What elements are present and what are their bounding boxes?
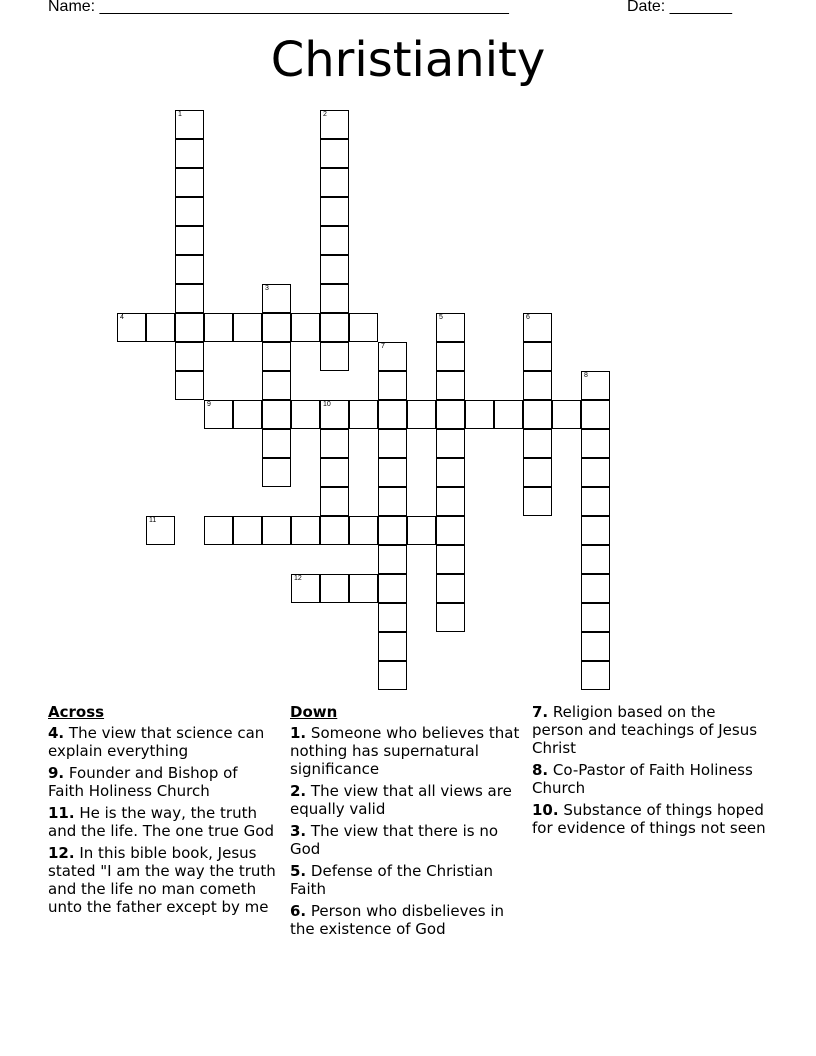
- clue-number: 9: [207, 401, 211, 408]
- grid-cell[interactable]: [204, 313, 233, 342]
- clue-number: 6: [526, 314, 530, 321]
- grid-cell[interactable]: [175, 139, 204, 168]
- clue-number: 7: [381, 343, 385, 350]
- across-clues: [48, 703, 276, 920]
- grid-cell[interactable]: [175, 168, 204, 197]
- clue-number: 8: [584, 372, 588, 379]
- grid-cell[interactable]: [320, 487, 349, 516]
- grid-cell[interactable]: [320, 458, 349, 487]
- down-heading: Down: [290, 703, 338, 721]
- clue-number: 10: [323, 401, 331, 408]
- grid-cell[interactable]: [523, 371, 552, 400]
- grid-cell[interactable]: [436, 545, 465, 574]
- clue-number: 2: [323, 111, 327, 118]
- grid-cell[interactable]: [175, 284, 204, 313]
- grid-cell[interactable]: [436, 400, 465, 429]
- grid-cell[interactable]: [233, 313, 262, 342]
- clue-number: 5: [439, 314, 443, 321]
- grid-cell[interactable]: [320, 342, 349, 371]
- grid-cell[interactable]: [436, 429, 465, 458]
- grid-cell[interactable]: [320, 226, 349, 255]
- grid-cell[interactable]: [378, 400, 407, 429]
- grid-cell[interactable]: [262, 371, 291, 400]
- grid-cell[interactable]: [262, 429, 291, 458]
- grid-cell[interactable]: [378, 487, 407, 516]
- grid-cell[interactable]: [320, 516, 349, 545]
- clue-across-12: 12. In this bible book, Jesus stated "I am the way the truth and the life no man cometh unto the father except by me: [48, 844, 276, 916]
- grid-cell[interactable]: [378, 458, 407, 487]
- grid-cell[interactable]: [436, 487, 465, 516]
- grid-cell[interactable]: [175, 110, 204, 139]
- grid-cell[interactable]: [494, 400, 523, 429]
- grid-cell[interactable]: [117, 313, 146, 342]
- clue-down-3: 3. The view that there is no God: [290, 822, 499, 858]
- grid-cell[interactable]: [581, 458, 610, 487]
- grid-cell[interactable]: [175, 342, 204, 371]
- grid-cell[interactable]: [233, 516, 262, 545]
- grid-cell[interactable]: [378, 429, 407, 458]
- grid-cell[interactable]: [581, 632, 610, 661]
- grid-cell[interactable]: [320, 197, 349, 226]
- grid-cell[interactable]: [204, 400, 233, 429]
- grid-cell[interactable]: [436, 516, 465, 545]
- grid-cell[interactable]: [291, 574, 320, 603]
- clue-number: 11: [149, 517, 157, 524]
- clue-number: 12: [294, 575, 302, 582]
- grid-cell[interactable]: [146, 516, 175, 545]
- grid-cell[interactable]: [523, 342, 552, 371]
- down-clues-continued: [532, 703, 768, 841]
- grid-cell[interactable]: [378, 574, 407, 603]
- grid-cell[interactable]: [436, 313, 465, 342]
- grid-cell[interactable]: [320, 168, 349, 197]
- grid-cell[interactable]: [378, 632, 407, 661]
- clue-number: 4: [120, 314, 124, 321]
- grid-cell[interactable]: [320, 284, 349, 313]
- clue-number: 1: [178, 111, 182, 118]
- grid-cell[interactable]: [320, 139, 349, 168]
- grid-cell[interactable]: [378, 603, 407, 632]
- grid-cell[interactable]: [436, 371, 465, 400]
- grid-cell[interactable]: [523, 313, 552, 342]
- grid-cell[interactable]: [175, 226, 204, 255]
- grid-cell[interactable]: [349, 313, 378, 342]
- grid-cell[interactable]: [407, 516, 436, 545]
- grid-cell[interactable]: [436, 458, 465, 487]
- clue-down-10: 10. Substance of things hoped for evidence of things not seen: [532, 801, 766, 837]
- name-field: Name: ______________________________________________: [48, 0, 509, 15]
- grid-cell[interactable]: [349, 574, 378, 603]
- clue-number: 3: [265, 285, 269, 292]
- grid-cell[interactable]: [320, 400, 349, 429]
- grid-cell[interactable]: [320, 255, 349, 284]
- grid-cell[interactable]: [175, 255, 204, 284]
- grid-cell[interactable]: [175, 197, 204, 226]
- clue-across-9: 9. Founder and Bishop of Faith Holiness Church: [48, 764, 238, 800]
- across-heading: Across: [48, 703, 105, 721]
- down-clues: [290, 703, 526, 942]
- grid-cell[interactable]: [378, 516, 407, 545]
- clue-down-5: 5. Defense of the Christian Faith: [290, 862, 494, 898]
- grid-cell[interactable]: [581, 400, 610, 429]
- grid-cell[interactable]: [175, 371, 204, 400]
- page-title: Christianity: [270, 32, 546, 88]
- grid-cell[interactable]: [523, 400, 552, 429]
- grid-cell[interactable]: [320, 110, 349, 139]
- grid-cell[interactable]: [291, 400, 320, 429]
- grid-cell[interactable]: [581, 429, 610, 458]
- grid-cell[interactable]: [523, 458, 552, 487]
- grid-cell[interactable]: [552, 400, 581, 429]
- grid-cell[interactable]: [233, 400, 262, 429]
- grid-cell[interactable]: [262, 516, 291, 545]
- grid-cell[interactable]: [291, 313, 320, 342]
- grid-cell[interactable]: [465, 400, 494, 429]
- date-field: Date: _______: [627, 0, 732, 15]
- grid-cell[interactable]: [378, 661, 407, 690]
- grid-cell[interactable]: [436, 574, 465, 603]
- grid-cell[interactable]: [581, 603, 610, 632]
- grid-cell[interactable]: [436, 342, 465, 371]
- grid-cell[interactable]: [320, 313, 349, 342]
- grid-cell[interactable]: [320, 429, 349, 458]
- grid-cell[interactable]: [581, 487, 610, 516]
- grid-cell[interactable]: [146, 313, 175, 342]
- grid-cell[interactable]: [262, 313, 291, 342]
- grid-cell[interactable]: [378, 545, 407, 574]
- clue-across-4: 4. The view that science can explain everything: [48, 724, 265, 760]
- grid-cell[interactable]: [378, 342, 407, 371]
- clue-down-6: 6. Person who disbelieves in the existence of God: [290, 902, 504, 938]
- grid-cell[interactable]: [581, 545, 610, 574]
- grid-cell[interactable]: [262, 458, 291, 487]
- grid-cell[interactable]: [291, 516, 320, 545]
- grid-cell[interactable]: [407, 400, 436, 429]
- clue-across-11: 11. He is the way, the truth and the life. The one true God: [48, 804, 274, 840]
- clue-down-1: 1. Someone who believes that nothing has supernatural significance: [290, 724, 520, 778]
- grid-cell[interactable]: [378, 371, 407, 400]
- grid-cell[interactable]: [523, 487, 552, 516]
- grid-cell[interactable]: [262, 400, 291, 429]
- grid-cell[interactable]: [581, 371, 610, 400]
- clue-down-8: 8. Co-Pastor of Faith Holiness Church: [532, 761, 753, 797]
- grid-cell[interactable]: [581, 516, 610, 545]
- grid-cell[interactable]: [523, 429, 552, 458]
- grid-cell[interactable]: [436, 603, 465, 632]
- grid-cell[interactable]: [349, 400, 378, 429]
- grid-cell[interactable]: [320, 574, 349, 603]
- grid-cell[interactable]: [349, 516, 378, 545]
- grid-cell[interactable]: [581, 661, 610, 690]
- grid-cell[interactable]: [175, 313, 204, 342]
- grid-cell[interactable]: [581, 574, 610, 603]
- clue-down-7: 7. Religion based on the person and teachings of Jesus Christ: [532, 703, 758, 757]
- grid-cell[interactable]: [262, 342, 291, 371]
- grid-cell[interactable]: [262, 284, 291, 313]
- clue-down-2: 2. The view that all views are equally valid: [290, 782, 512, 818]
- grid-cell[interactable]: [204, 516, 233, 545]
